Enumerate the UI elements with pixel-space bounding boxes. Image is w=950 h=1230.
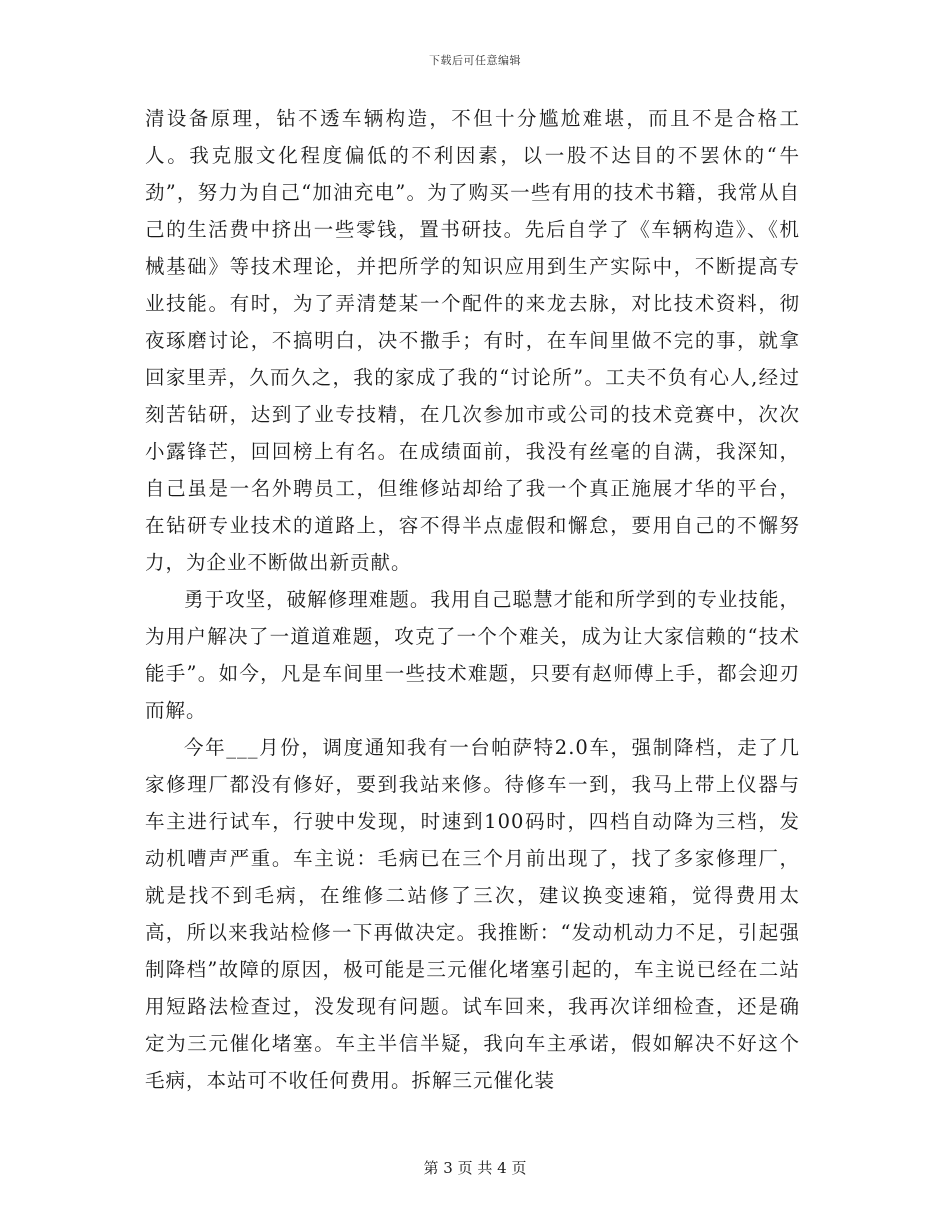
page-number: 第 3 页 共 4 页 <box>423 1159 527 1177</box>
paragraph-1: 清设备原理，钻不透车辆构造，不但十分尴尬难堪，而且不是合格工人。我克服文化程度偏低的不利因素，以一股不达目的不罢休的“牛劲”，努力为自己“加油充电”。为了购买一些有用的技术书籍，我常从自己的生活费中挤出一些零钱，置书研技。先后自学了《车辆构造》、《机械基础》等技术理论，并把所学的知识应用到生产实际中，不断提高专业技能。有时，为了弄清楚某一个配件的来龙去脉，对比技术资料，彻夜琢磨讨论，不搞明白，决不撒手；有时，在车间里做不完的事，就拿回家里弄，久而久之，我的家成了我的“讨论所”。工夫不负有心人,经过刻苦钻研，达到了业专技精，在几次参加市或公司的技术竞赛中，次次小露锋芒，回回榜上有名。在成绩面前，我没有丝毫的自满，我深知，自己虽是一名外聘员工，但维修站却给了我一个真正施展才华的平台，在钻研专业技术的道路上，容不得半点虚假和懈怠，要用自己的不懈努力，为企业不断做出新贡献。 <box>145 107 800 574</box>
paragraph-3: 今年___月份，调度通知我有一台帕萨特2.0车，强制降档，走了几家修理厂都没有修好，要到我站来修。待修车一到，我马上带上仪器与车主进行试车，行驶中发现，时速到100码时，四档自动降为三档，发动机嘈声严重。车主说：毛病已在三个月前出现了，找了多家修理厂，就是找不到毛病，在维修二站修了三次，建议换变速箱，觉得费用太高，所以来我站检修一下再做决定。我推断：“发动机动力不足，引起强制降档”故障的原因，极可能是三元催化堵塞引起的，车主说已经在二站用短路法检查过，没发现有问题。试车回来，我再次详细检查，还是确定为三元催化堵塞。车主半信半疑，我向车主承诺，假如解决不好这个毛病，本站可不收任何费用。拆解三元催化装 <box>145 736 800 1092</box>
paragraph-2: 勇于攻坚，破解修理难题。我用自己聪慧才能和所学到的专业技能，为用户解决了一道道难题，攻克了一个个难关，成为让大家信赖的“技术能手”。如今，凡是车间里一些技术难题，只要有赵师傅上手，都会迎刃而解。 <box>145 588 800 722</box>
page-header: 下载后可任意编辑 <box>429 54 521 67</box>
body-content <box>145 100 800 1099</box>
